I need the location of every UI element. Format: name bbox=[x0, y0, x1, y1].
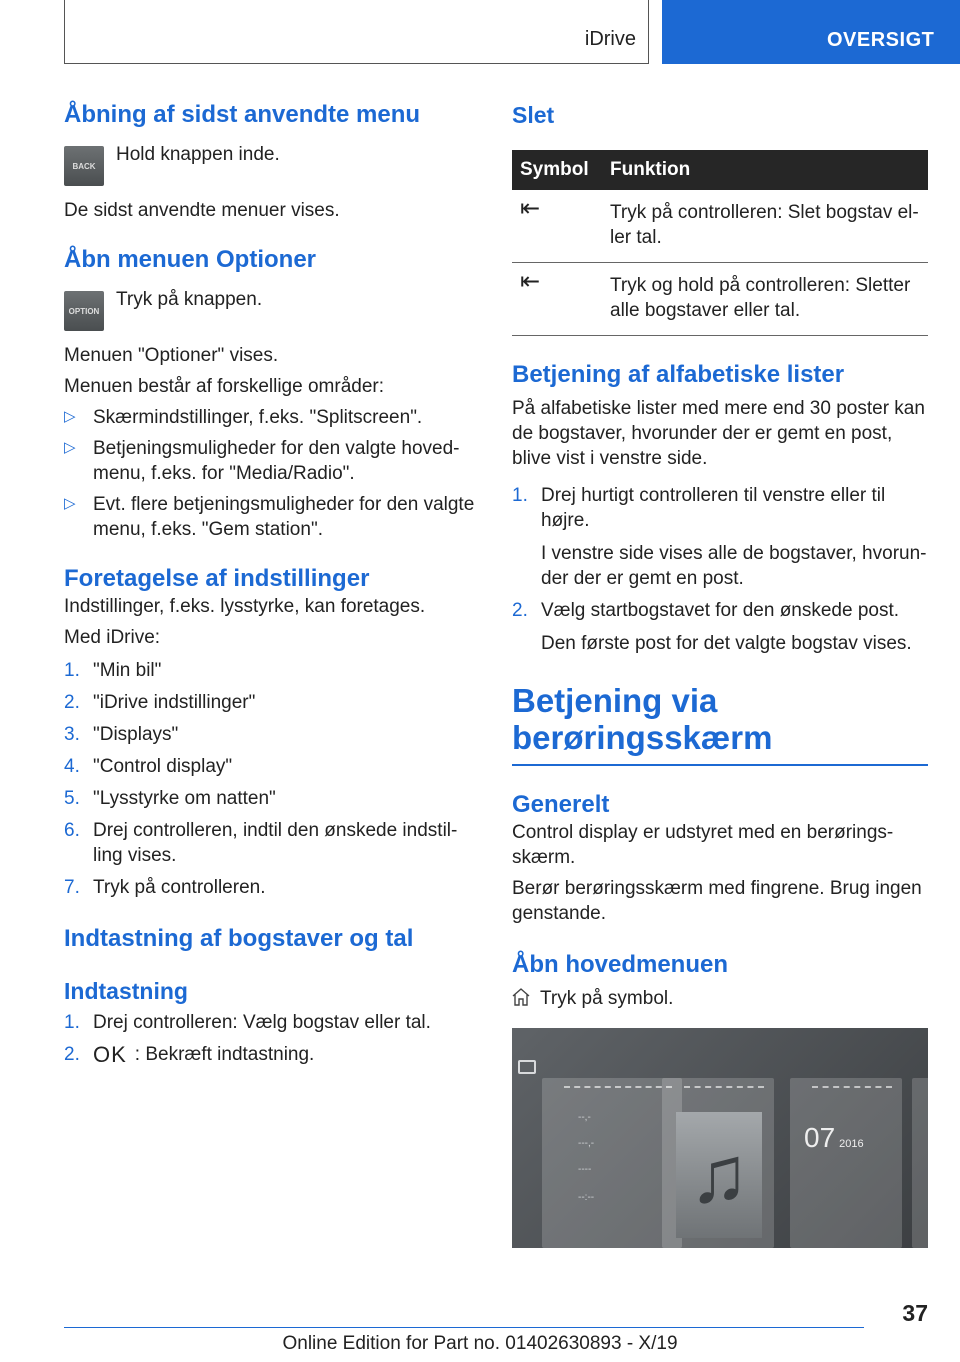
list-item bbox=[64, 405, 480, 430]
list-item bbox=[64, 818, 480, 868]
step-result: Den første post for det valgte bogstav vises. bbox=[541, 633, 912, 654]
heading-main-menu: Åbn hovedmenuen bbox=[512, 950, 729, 978]
step-number: 2. bbox=[64, 1044, 80, 1065]
footer-divider bbox=[64, 1327, 864, 1328]
range-icon: ---- bbox=[578, 1163, 592, 1175]
col-symbol-header: Symbol bbox=[512, 150, 602, 190]
left-column bbox=[64, 100, 480, 1067]
bullet-triangle-icon: ▷ bbox=[64, 495, 76, 512]
table-row bbox=[512, 263, 928, 336]
list-item bbox=[64, 1042, 480, 1067]
step-text: "iDrive indstillinger" bbox=[93, 692, 256, 713]
delete-arrow-icon: ⇤ bbox=[512, 263, 602, 336]
table-header-row bbox=[512, 150, 928, 190]
step-text: Drej controlleren, indtil den ønskede indstil-ling vises. bbox=[93, 820, 458, 866]
step-number: 2. bbox=[512, 600, 528, 621]
list-item bbox=[64, 690, 480, 715]
step-text: Drej controlleren: Vælg bogstav eller tal. bbox=[93, 1012, 431, 1033]
back-button-row bbox=[64, 146, 480, 186]
home-symbol-row bbox=[512, 986, 928, 1012]
step-text: Vælg startbogstavet for den ønskede post. bbox=[541, 600, 900, 621]
step-text: Tryk på controlleren. bbox=[93, 877, 266, 898]
alphabetic-desc: På alfabetiske lister med mere end 30 poster kan de bogstaver, hvorunder der er gemt en post, blive vist i venstre side. bbox=[512, 398, 925, 469]
option-button-row bbox=[64, 291, 480, 331]
header-section-box bbox=[64, 0, 649, 64]
step-text: Drej hurtigt controlleren til venstre eller til højre. bbox=[541, 485, 886, 531]
step-number: 4. bbox=[64, 756, 80, 777]
heading-touchscreen: Betjening via berøringsskærm bbox=[512, 682, 773, 756]
subheading-input: Indtastning bbox=[64, 978, 188, 1004]
page-number: 37 bbox=[902, 1300, 928, 1326]
list-item bbox=[64, 786, 480, 811]
ok-icon: OK bbox=[93, 1042, 127, 1067]
heading-settings: Foretagelse af indstillinger bbox=[64, 565, 370, 592]
step-number: 2. bbox=[64, 692, 80, 713]
bullet-triangle-icon: ▷ bbox=[64, 408, 76, 425]
heading-last-menu: Åbning af sidst anvendte menu bbox=[64, 101, 421, 128]
home-instruction: Tryk på symbol. bbox=[540, 987, 674, 1009]
step-number: 7. bbox=[64, 877, 80, 898]
step-text: "Control display" bbox=[93, 756, 233, 777]
list-item bbox=[512, 483, 928, 533]
settings-desc-2: Med iDrive: bbox=[64, 627, 161, 648]
menu-grid-icon bbox=[518, 1060, 536, 1074]
list-item bbox=[64, 754, 480, 779]
date-year: 2016 bbox=[839, 1137, 864, 1150]
right-column bbox=[512, 100, 928, 1248]
step-result: I venstre side vises alle de bogstaver, hvorun-der der er gemt en post. bbox=[541, 543, 927, 589]
vehicle-tile bbox=[542, 1078, 682, 1248]
step-text: : Bekræft indtastning. bbox=[134, 1044, 315, 1065]
bullet-text: Skærmindstillinger, f.eks. "Splitscreen". bbox=[93, 407, 423, 428]
table-row bbox=[512, 190, 928, 263]
input-step-list bbox=[64, 1010, 480, 1067]
timer-icon: --:-- bbox=[578, 1191, 595, 1203]
bullet-text: Evt. flere betjeningsmuligheder for den valgte menu, f.eks. "Gem station". bbox=[93, 494, 475, 540]
header-chapter-label: OVERSIGT bbox=[827, 29, 935, 51]
heading-delete: Slet bbox=[512, 102, 555, 128]
col-function-header: Funktion bbox=[602, 150, 928, 190]
next-tile bbox=[912, 1078, 928, 1248]
step-number: 1. bbox=[512, 485, 528, 506]
back-button-icon: BACK bbox=[64, 146, 104, 186]
clock-icon: ---,- bbox=[578, 1137, 595, 1149]
options-bullet-list bbox=[64, 405, 480, 542]
step-number: 6. bbox=[64, 820, 80, 841]
calendar-date bbox=[804, 1122, 864, 1154]
calendar-tile bbox=[790, 1078, 902, 1248]
step-number: 5. bbox=[64, 788, 80, 809]
general-desc-1: Control display er udstyret med en berørings-skærm. bbox=[512, 821, 894, 868]
options-desc-2: Menuen består af forskellige områder: bbox=[64, 376, 384, 397]
list-item bbox=[64, 658, 480, 683]
music-note-icon: ♫ bbox=[676, 1112, 762, 1238]
back-button-text: Hold knappen inde. bbox=[116, 144, 280, 165]
list-item bbox=[64, 492, 480, 542]
step-text: "Displays" bbox=[93, 724, 179, 745]
last-menu-desc: De sidst anvendte menuer vises. bbox=[64, 200, 340, 221]
heading-general: Generelt bbox=[512, 790, 610, 818]
step-number: 1. bbox=[64, 660, 80, 681]
delete-table bbox=[512, 150, 928, 336]
bullet-triangle-icon: ▷ bbox=[64, 439, 76, 456]
options-desc-1: Menuen "Optioner" vises. bbox=[64, 345, 279, 366]
alpha-step-list bbox=[512, 483, 928, 656]
footer-edition: Online Edition for Part no. 01402630893 - X/19 bbox=[282, 1333, 678, 1354]
step-text: "Min bil" bbox=[93, 660, 162, 681]
settings-step-list bbox=[64, 658, 480, 900]
bullet-text: Betjeningsmuligheder for den valgte hoved-menu, f.eks. for "Media/Radio". bbox=[93, 438, 460, 484]
list-item bbox=[512, 598, 928, 623]
heading-input: Indtastning af bogstaver og tal bbox=[64, 925, 414, 952]
heading-alphabetic-lists: Betjening af alfabetiske lister bbox=[512, 361, 845, 388]
heading-options-menu: Åbn menuen Optioner bbox=[64, 246, 316, 273]
step-number: 3. bbox=[64, 724, 80, 745]
control-display-screenshot bbox=[512, 1028, 928, 1248]
section-divider bbox=[512, 764, 928, 766]
table-cell: Tryk og hold på controlleren: Sletter alle bogstaver eller tal. bbox=[602, 263, 928, 336]
header-section-label: iDrive bbox=[584, 28, 636, 50]
general-desc-2: Berør berøringsskærm med fingrene. Brug ingen genstande. bbox=[512, 877, 922, 924]
settings-desc-1: Indstillinger, f.eks. lysstyrke, kan foretages. bbox=[64, 596, 426, 617]
list-item bbox=[64, 722, 480, 747]
step-text: "Lysstyrke om natten" bbox=[93, 788, 276, 809]
home-icon bbox=[512, 987, 532, 1012]
media-tile bbox=[662, 1078, 774, 1248]
list-item bbox=[64, 875, 480, 900]
step-number: 1. bbox=[64, 1012, 80, 1033]
list-item bbox=[64, 1010, 480, 1035]
fuel-icon: --,- bbox=[578, 1111, 591, 1123]
list-item bbox=[64, 436, 480, 486]
delete-arrow-icon: ⇤ bbox=[512, 190, 602, 263]
header-chapter-tab bbox=[662, 0, 960, 64]
date-day: 07 bbox=[804, 1121, 836, 1153]
table-cell: Tryk på controlleren: Slet bogstav el-ler tal. bbox=[602, 190, 928, 263]
option-button-icon: OPTION bbox=[64, 291, 104, 331]
option-button-text: Tryk på knappen. bbox=[116, 289, 263, 310]
